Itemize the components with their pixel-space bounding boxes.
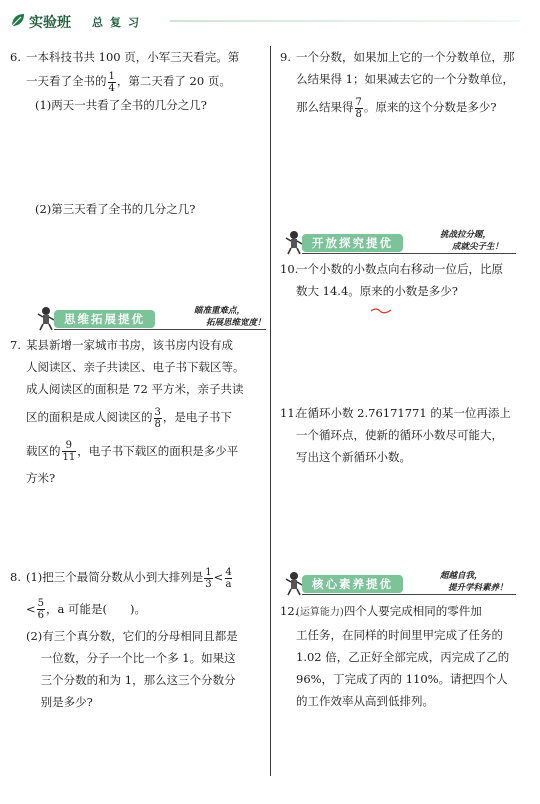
banner-open-exploration bbox=[284, 232, 516, 254]
question-text: 三个分数的和为 1，那么这三个分数分 bbox=[40, 673, 236, 687]
question-text: 某县新增一家城市书房，该书房内设有成 bbox=[26, 338, 233, 352]
question-text: 一位数，分子一个比一个多 1。如果这 bbox=[40, 651, 236, 665]
question-text: 在循环小数 2.76171771 的某一位再添上 bbox=[296, 406, 511, 420]
question-text: ，电子书下载区的面积是多少平 bbox=[77, 443, 239, 458]
question-number: 9. bbox=[280, 50, 291, 64]
banner-slogan: 提升学科素养！ bbox=[448, 583, 508, 593]
question-text: 区的面积是成人阅读区的 bbox=[26, 410, 153, 424]
section-title: 总复习 bbox=[92, 16, 146, 29]
mascot-icon bbox=[284, 570, 304, 596]
leaf-logo-icon bbox=[10, 12, 26, 28]
fraction: $\frac{1}{3}$ bbox=[205, 566, 212, 590]
question-text: 成人阅读区的面积是 72 平方米，亲子共读 bbox=[26, 382, 244, 396]
banner-underline bbox=[54, 329, 266, 330]
question-text: 人阅读区、亲子共读区、电子书下载区等。 bbox=[26, 360, 245, 374]
question-10 bbox=[280, 258, 503, 302]
banner-slogan: 挑战拉分题， bbox=[440, 230, 492, 240]
question-text: 四个人要完成相同的零件加 bbox=[343, 604, 482, 618]
question-text: 一个循环点，使新的循环小数尽可能大， bbox=[296, 428, 503, 442]
question-text: ，第二天看了 20 页。 bbox=[116, 74, 231, 88]
sub-question: (1)两天一共看了全书的几分之几? bbox=[35, 97, 207, 112]
red-pen-mark bbox=[370, 306, 392, 314]
question-8: 8. (1)把三个最简分数从小到大排列是 $\frac{1}{3}$ < $\frac{4}{a}$ < $\frac{5}{6}$ ，a 可能是( )。 (2)有三个真分数，它们的分母相同且都是 一位数，分子一个比一个多 1。如果这 三个分数的和为 1，那么这三个分数分 别是多少? bbox=[10, 566, 238, 709]
banner-label: 思维拓展提优 bbox=[54, 310, 155, 328]
page-header bbox=[0, 0, 540, 40]
question-text: (1)把三个最简分数从小到大排列是 bbox=[26, 570, 204, 584]
banner-underline bbox=[302, 253, 516, 254]
sub-question: (2)第三天看了全书的几分之几? bbox=[35, 202, 196, 216]
banner-underline bbox=[302, 594, 516, 595]
question-text: 方米? bbox=[26, 471, 56, 485]
fraction: $\frac{1}{4}$ bbox=[108, 70, 115, 94]
question-text: 工任务，在同样的时间里甲完成了任务的 bbox=[296, 628, 503, 642]
brand-name: 实验班 bbox=[29, 15, 71, 31]
banner-core-literacy bbox=[284, 573, 516, 595]
question-text: 一个分数，如果加上它的一个分数单位，那 bbox=[296, 50, 515, 64]
question-number: 12. bbox=[280, 604, 299, 618]
question-text: 一天看了全书的 bbox=[26, 74, 107, 88]
skill-tag: (运算能力) bbox=[296, 607, 344, 618]
banner-slogan: 拓展思维宽度！ bbox=[206, 318, 266, 328]
question-12 bbox=[280, 600, 509, 712]
sub-question: (2)有三个真分数，它们的分母相同且都是 bbox=[26, 629, 238, 643]
question-number: 8. bbox=[10, 570, 21, 584]
question-text: ，a 可能是( )。 bbox=[46, 601, 146, 616]
fraction: $\frac{4}{a}$ bbox=[225, 566, 232, 590]
question-number: 7. bbox=[10, 338, 21, 352]
question-text: 写出这个新循环小数。 bbox=[296, 450, 411, 464]
fraction: $\frac{5}{6}$ bbox=[37, 598, 45, 621]
question-6 bbox=[10, 46, 239, 116]
header-stripe bbox=[170, 20, 520, 22]
question-text: 1.02 倍，乙正好全部完成，丙完成了乙的 bbox=[296, 650, 510, 664]
question-text: ，是电子书下 bbox=[162, 410, 232, 424]
mascot-icon bbox=[284, 229, 304, 255]
banner-label: 开放探究提优 bbox=[302, 234, 403, 252]
fraction: $\frac{3}{8}$ bbox=[154, 406, 161, 430]
question-text: 96%，丁完成了丙的 110%。请把四个人 bbox=[296, 672, 508, 686]
banner-slogan: 瞄准重难点， bbox=[194, 306, 246, 316]
banner-slogan: 成就尖子生！ bbox=[452, 242, 504, 252]
question-9 bbox=[280, 46, 515, 120]
question-6-part-2 bbox=[35, 198, 195, 220]
question-text: 一个小数的小数点向右移动一位后，比原 bbox=[296, 262, 503, 276]
question-text: 的工作效率从高到低排列。 bbox=[296, 694, 434, 708]
question-number: 10. bbox=[280, 262, 299, 276]
question-number: 6. bbox=[10, 50, 21, 64]
question-text: 那么结果得 bbox=[296, 100, 354, 114]
question-7 bbox=[10, 334, 245, 489]
fraction: $\frac{9}{11}$ bbox=[62, 440, 76, 463]
fraction: $\frac{7}{8}$ bbox=[355, 96, 362, 120]
question-text: 别是多少? bbox=[40, 695, 93, 709]
banner-slogan: 超越自我， bbox=[440, 571, 483, 581]
question-text: 载区的 bbox=[26, 443, 61, 458]
banner-thinking-extension bbox=[36, 308, 266, 330]
question-text: 数大 14.4。原来的小数是多少? bbox=[296, 284, 458, 298]
column-divider bbox=[270, 46, 271, 776]
banner-label: 核心素养提优 bbox=[302, 575, 403, 593]
question-text: 么结果得 1；如果减去它的一个分数单位， bbox=[296, 72, 514, 86]
question-text: 一本科技书共 100 页，小军三天看完。第 bbox=[26, 50, 240, 64]
question-11 bbox=[280, 402, 511, 468]
question-text: 。原来的这个分数是多少? bbox=[363, 100, 497, 114]
mascot-icon bbox=[36, 305, 56, 331]
question-number: 11. bbox=[280, 406, 299, 420]
